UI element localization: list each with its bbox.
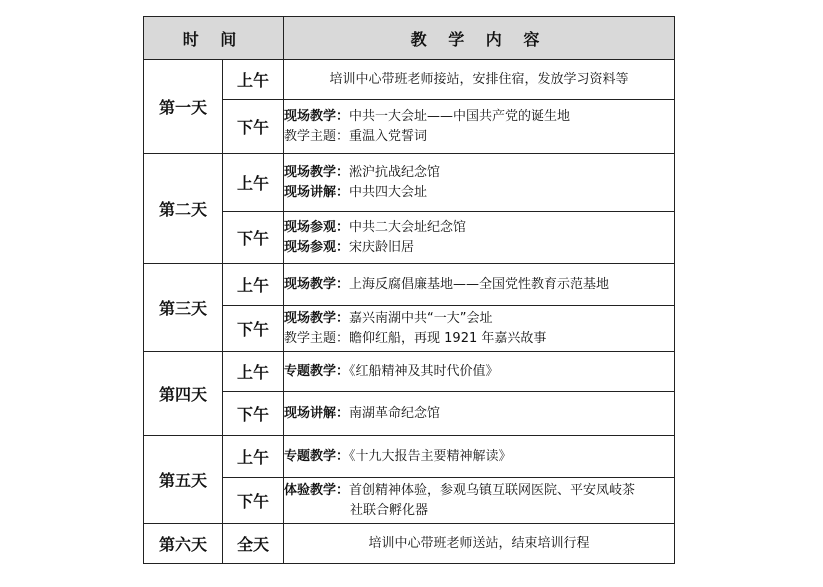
session-period: 上午 [223, 264, 284, 306]
header-row [144, 17, 675, 60]
day-label: 第二天 [144, 154, 223, 264]
content-line [284, 163, 674, 183]
schedule-row [144, 352, 675, 392]
session-period: 下午 [223, 212, 284, 264]
schedule-row [144, 100, 675, 154]
content-line-text: 培训中心带班老师送站，结束培训行程 [368, 535, 590, 551]
content-line-text: 上海反腐倡廉基地——全国党性教育示范基地 [349, 276, 610, 292]
session-period: 下午 [223, 306, 284, 352]
content-line [284, 501, 674, 521]
schedule-row [144, 212, 675, 264]
content-line-label: 现场教学： [284, 310, 350, 326]
session-period: 下午 [223, 100, 284, 154]
schedule-row [144, 478, 675, 524]
content-line-text: 社联合孵化器 [350, 502, 429, 518]
content-line-label: 体验教学： [284, 482, 350, 498]
content-line-text: 《红船精神及其时代价值》 [349, 363, 499, 379]
session-content [284, 264, 675, 306]
schedule-row [144, 524, 675, 564]
day-label: 第六天 [144, 524, 223, 564]
content-line [284, 238, 674, 258]
session-content [284, 436, 675, 478]
session-period: 上午 [223, 60, 284, 100]
content-line-text: 嘉兴南湖中共“一大”会址 [349, 310, 493, 326]
content-line [284, 70, 674, 90]
content-line-text: 中共二大会址纪念馆 [349, 219, 467, 235]
content-line [284, 329, 674, 349]
content-line-text: 中共一大会址——中国共产党的诞生地 [349, 108, 571, 124]
content-line-label: 专题教学： [284, 448, 350, 464]
header-content: 教 学 内 容 [284, 17, 675, 60]
session-content [284, 306, 675, 352]
content-line [284, 534, 674, 554]
schedule-row [144, 264, 675, 306]
content-line [284, 218, 674, 238]
day-label: 第五天 [144, 436, 223, 524]
session-content [284, 352, 675, 392]
session-content [284, 392, 675, 436]
content-line-label: 现场教学： [284, 108, 350, 124]
content-line [284, 309, 674, 329]
content-line-text: 宋庆龄旧居 [349, 239, 415, 255]
schedule-row [144, 392, 675, 436]
session-period: 下午 [223, 478, 284, 524]
content-line-text: 首创精神体验，参观乌镇互联网医院、平安凤岐茶 [349, 482, 636, 498]
session-content [284, 478, 675, 524]
content-line-label: 现场参观： [284, 239, 350, 255]
content-line-text: 淞沪抗战纪念馆 [349, 164, 441, 180]
schedule-row [144, 306, 675, 352]
content-line [284, 404, 674, 424]
session-period: 上午 [223, 154, 284, 212]
content-line-label: 现场教学： [284, 276, 350, 292]
content-line-text: 中共四大会址 [349, 184, 428, 200]
content-line-text: 培训中心带班老师接站，安排住宿，发放学习资料等 [329, 71, 629, 87]
schedule-body [144, 60, 675, 564]
content-line [284, 447, 674, 467]
day-label: 第四天 [144, 352, 223, 436]
session-content [284, 154, 675, 212]
session-content [284, 60, 675, 100]
schedule-table [143, 16, 675, 564]
schedule-row [144, 154, 675, 212]
schedule-row [144, 436, 675, 478]
session-period: 上午 [223, 352, 284, 392]
day-label: 第三天 [144, 264, 223, 352]
session-content [284, 212, 675, 264]
content-line-text: 《十九大报告主要精神解读》 [349, 448, 512, 464]
content-line [284, 183, 674, 203]
content-line-label: 现场讲解： [284, 405, 350, 421]
content-line [284, 481, 674, 501]
content-line-text: 教学主题：瞻仰红船，再现 1921 年嘉兴故事 [284, 330, 547, 346]
content-line [284, 127, 674, 147]
content-line-label: 现场教学： [284, 164, 350, 180]
session-content [284, 100, 675, 154]
content-line-label: 专题教学： [284, 363, 350, 379]
header-time: 时 间 [144, 17, 284, 60]
session-content [284, 524, 675, 564]
content-line [284, 107, 674, 127]
content-line-text: 教学主题：重温入党誓词 [284, 128, 428, 144]
content-line [284, 275, 674, 295]
content-line-label: 现场参观： [284, 219, 350, 235]
content-line-text: 南湖革命纪念馆 [349, 405, 441, 421]
content-line [284, 362, 674, 382]
session-period: 上午 [223, 436, 284, 478]
session-period: 下午 [223, 392, 284, 436]
day-label: 第一天 [144, 60, 223, 154]
content-line-label: 现场讲解： [284, 184, 350, 200]
session-period: 全天 [223, 524, 284, 564]
schedule-row [144, 60, 675, 100]
